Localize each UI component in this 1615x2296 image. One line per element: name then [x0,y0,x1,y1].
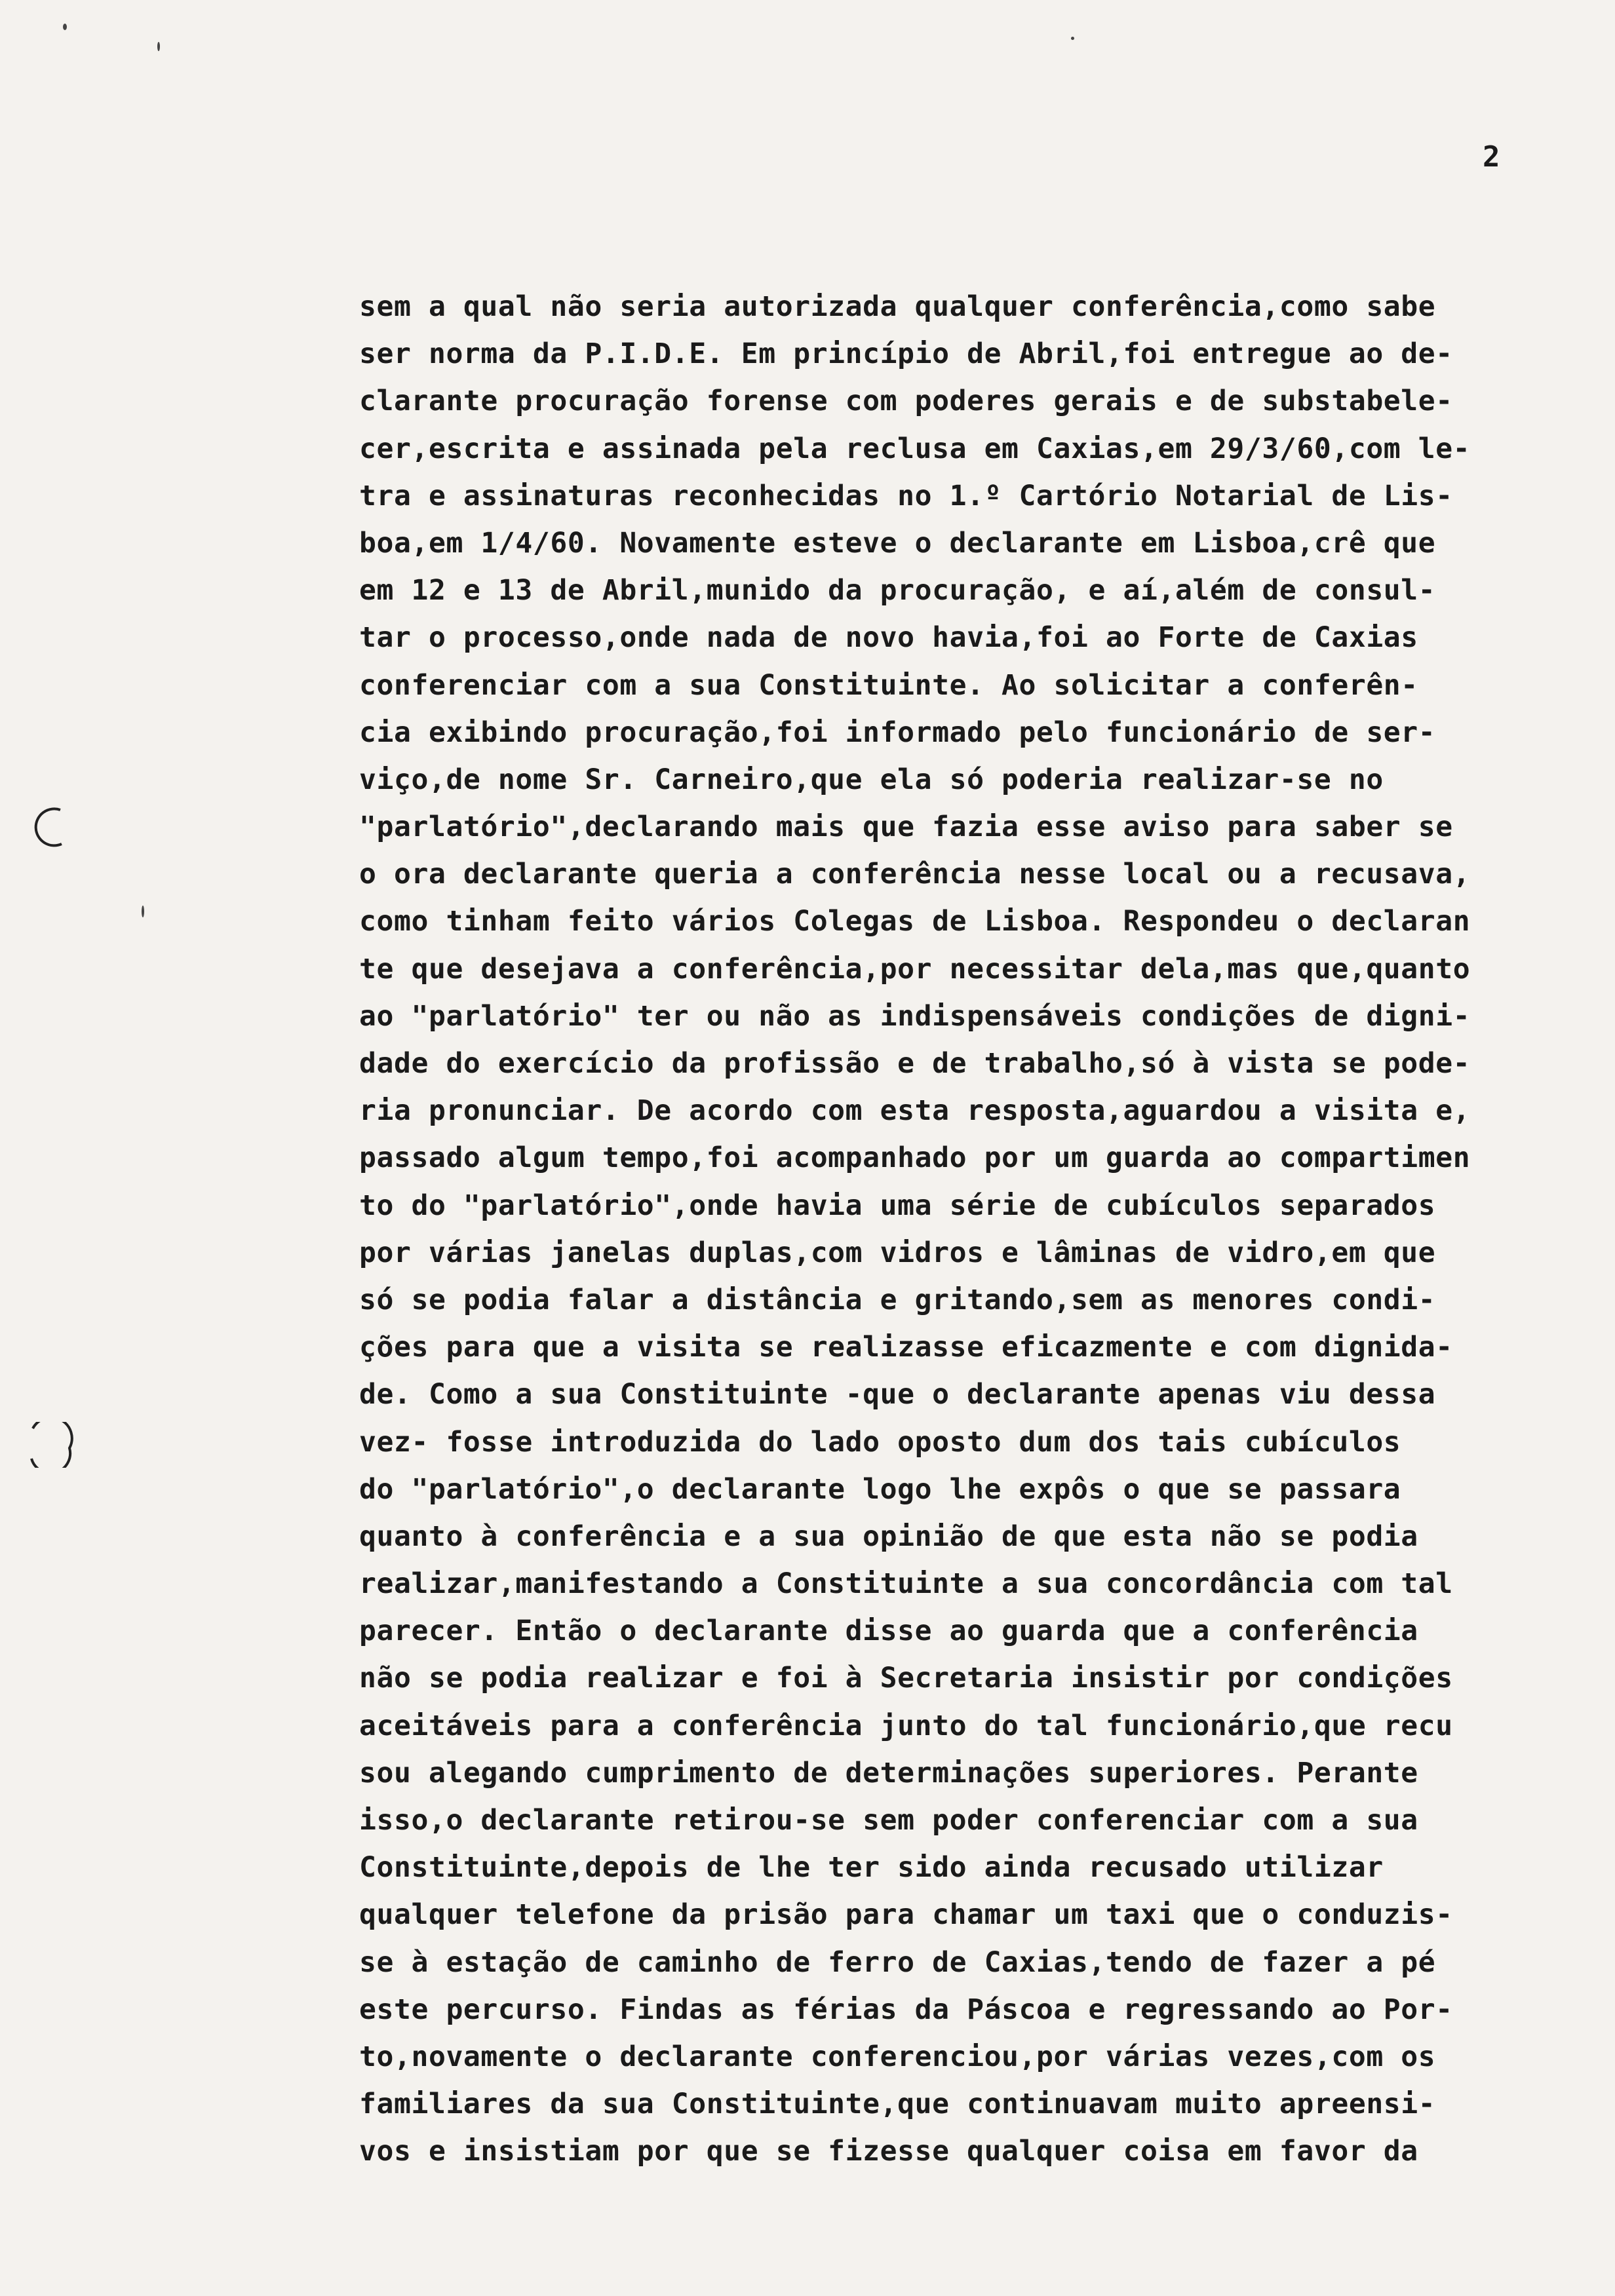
text-line: "parlatório",declarando mais que fazia esse aviso para saber se [359,811,1453,844]
scan-speck [1071,37,1074,40]
text-line: viço,de nome Sr. Carneiro,que ela só poderia realizar-se no [359,763,1384,796]
text-line: sem a qual não seria autorizada qualquer conferência,como sabe [359,290,1436,323]
text-line: tra e assinaturas reconhecidas no 1.º Cartório Notarial de Lis- [359,479,1453,512]
text-line: boa,em 1/4/60. Novamente esteve o declarante em Lisboa,crê que [359,526,1436,560]
text-line: vos e insistiam por que se fizesse qualquer coisa em favor da [359,2135,1418,2168]
text-line: parecer. Então o declarante disse ao guarda que a conferência [359,1615,1418,1648]
punch-hole-mark-top [26,805,72,851]
text-line: cer,escrita e assinada pela reclusa em Caxias,em 29/3/60,com le- [359,432,1471,465]
text-line: em 12 e 13 de Abril,munido da procuração, e aí,além de consul- [359,574,1436,607]
text-line: clarante procuração forense com poderes gerais e de substabele- [359,385,1453,418]
text-line: de. Como a sua Constituinte -que o declarante apenas viu dessa [359,1378,1436,1411]
text-line: só se podia falar a distância e gritando,sem as menores condi- [359,1283,1436,1316]
text-line: como tinham feito vários Colegas de Lisboa. Respondeu o declaran [359,905,1471,938]
text-line: dade do exercício da profissão e de trabalho,só à vista se pode- [359,1047,1471,1080]
text-line: isso,o declarante retirou-se sem poder conferenciar com a sua [359,1804,1418,1837]
text-line: sou alegando cumprimento de determinações superiores. Perante [359,1756,1418,1789]
text-line: ria pronunciar. De acordo com esta resposta,aguardou a visita e, [359,1094,1471,1128]
text-line: ções para que a visita se realizasse eficazmente e com dignida- [359,1331,1453,1364]
text-line: não se podia realizar e foi à Secretaria insistir por condições [359,1662,1453,1695]
text-line: Constituinte,depois de lhe ter sido ainda recusado utilizar [359,1851,1384,1885]
text-line: conferenciar com a sua Constituinte. Ao solicitar a conferên- [359,668,1418,702]
text-line: qualquer telefone da prisão para chamar um taxi que o conduzis- [359,1898,1453,1932]
text-line: realizar,manifestando a Constituinte a sua concordância com tal [359,1567,1453,1601]
scan-speck [142,906,144,917]
text-line: te que desejava a conferência,por necessitar dela,mas que,quanto [359,952,1471,985]
text-line: se à estação de caminho de ferro de Caxias,tendo de fazer a pé [359,1945,1436,1979]
text-line: tar o processo,onde nada de novo havia,foi ao Forte de Caxias [359,621,1418,655]
text-line: vez- fosse introduzida do lado oposto dum dos tais cubículos [359,1425,1401,1459]
text-line: to,novamente o declarante conferenciou,por várias vezes,com os [359,2040,1436,2073]
page-number: 2 [1483,140,1500,174]
punch-hole-mark-bottom [26,1422,79,1468]
body-text [359,283,1605,2175]
text-line: cia exibindo procuração,foi informado pelo funcionário de ser- [359,716,1436,749]
scan-speck [157,42,160,51]
text-line: aceitáveis para a conferência junto do tal funcionário,que recu [359,1709,1453,1742]
text-line: ser norma da P.I.D.E. Em princípio de Abril,foi entregue ao de- [359,337,1453,371]
text-line: o ora declarante queria a conferência nesse local ou a recusava, [359,858,1471,891]
text-line: quanto à conferência e a sua opinião de que esta não se podia [359,1520,1418,1553]
text-line: por várias janelas duplas,com vidros e lâminas de vidro,em que [359,1236,1436,1269]
text-line: to do "parlatório",onde havia uma série de cubículos separados [359,1189,1436,1222]
scan-speck [63,24,67,30]
text-line: ao "parlatório" ter ou não as indispensáveis condições de digni- [359,999,1471,1033]
text-line: familiares da sua Constituinte,que continuavam muito apreensi- [359,2088,1436,2121]
text-line: do "parlatório",o declarante logo lhe expôs o que se passara [359,1472,1401,1506]
text-line: este percurso. Findas as férias da Páscoa e regressando ao Por- [359,1993,1453,2026]
text-line: passado algum tempo,foi acompanhado por um guarda ao compartimen [359,1141,1471,1175]
